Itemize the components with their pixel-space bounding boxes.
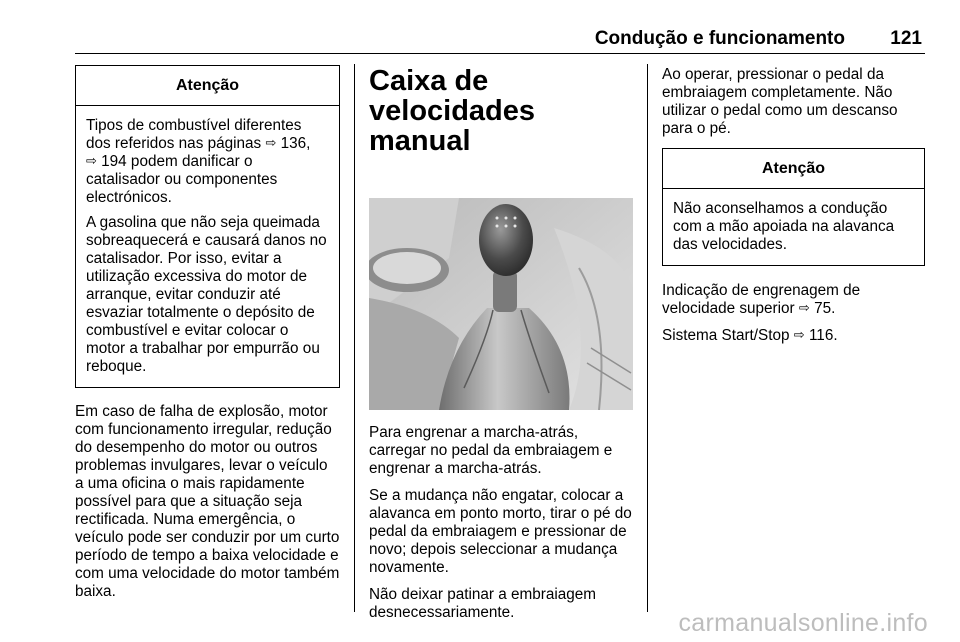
warning-heading: Atenção xyxy=(663,149,924,189)
section-title: Caixa de velocidades manual xyxy=(369,65,536,157)
middle-column xyxy=(369,66,633,631)
page-number: 121 xyxy=(890,28,922,49)
header-rule xyxy=(75,53,925,54)
page-ref-arrow-icon: ⇨ xyxy=(86,153,97,168)
warning-heading: Atenção xyxy=(76,66,339,106)
right-column xyxy=(662,66,925,354)
misfire-paragraph: Em caso de falha de explosão, motor com funcionamento irregular, redução do desempenho do motor ou outros problemas invulgares, levar o veículo a uma oficina o mais rapidamente possível para que a situação seja rectificada. Numa emergência, o veículo pode ser conduzir por um curto período de tempo a baixa velocidade e com uma velocidade do motor também baixa. xyxy=(75,403,340,600)
warning-paragraph-1: Tipos de combustível diferentes dos referidos nas páginas ⇨ 136, ⇨ 194 podem danificar o catalisador ou componentes electrónicos. xyxy=(86,117,311,206)
clutch-slip-paragraph: Não deixar patinar a embraiagem desnecessariamente. xyxy=(369,586,597,621)
column-divider-2 xyxy=(647,64,648,612)
fuel-warning-box xyxy=(75,65,340,388)
warning-body: Não aconselhamos a condução com a mão apoiada na alavanca das velocidades. xyxy=(673,200,895,253)
gear-lever-photo xyxy=(369,198,633,410)
gear-lever-warning-box xyxy=(662,148,925,266)
reverse-gear-paragraph: Para engrenar a marcha-atrás, carregar no pedal da embraiagem e engrenar a marcha-atrás. xyxy=(369,424,613,477)
running-header-title: Condução e funcionamento xyxy=(594,28,845,49)
page-ref-link[interactable]: 194 xyxy=(101,153,127,170)
page-ref-link[interactable]: 116 xyxy=(808,327,834,344)
page-ref-link[interactable]: 136 xyxy=(280,135,307,152)
page-ref-arrow-icon: ⇨ xyxy=(793,327,805,342)
gear-indication-paragraph: Indicação de engrenagem de velocidade superior ⇨ 75. xyxy=(662,282,861,317)
clutch-pedal-paragraph: Ao operar, pressionar o pedal da embraiagem completamente. Não utilizar o pedal como um descanso para o pé. xyxy=(662,66,898,137)
start-stop-paragraph: Sistema Start/Stop ⇨ 116. xyxy=(662,327,838,344)
warning-paragraph-2: A gasolina que não seja queimada sobreaquecerá e causará danos no catalisador. Por isso, evitar a utilização excessiva do motor de arranque, evitar conduzir até esvaziar totalmente o depósito de combustível e evitar colocar o motor a trabalhar por empurrão ou reboque. xyxy=(86,214,327,375)
column-divider-1 xyxy=(354,64,355,612)
gear-not-engaged-paragraph: Se a mudança não engatar, colocar a alavanca em ponto morto, tirar o pé do pedal da embraiagem e pressionar de novo; depois seleccionar a mudança novamente. xyxy=(369,487,632,576)
watermark: carmanualsonline.info xyxy=(678,609,928,637)
page-ref-link[interactable]: 75 xyxy=(814,300,832,317)
left-column xyxy=(75,65,340,610)
page-ref-arrow-icon: ⇨ xyxy=(265,135,277,150)
page-ref-arrow-icon: ⇨ xyxy=(798,300,810,315)
